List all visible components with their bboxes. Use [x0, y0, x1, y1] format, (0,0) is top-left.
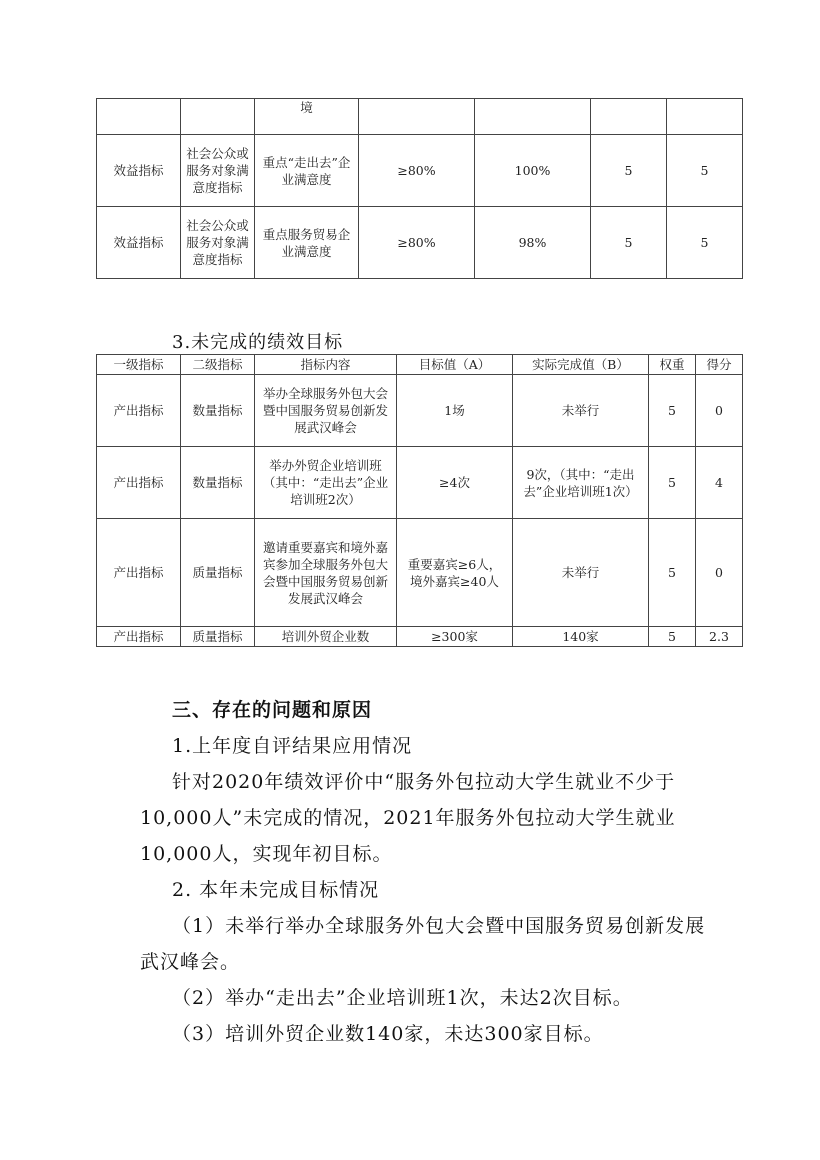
subsection-title: 2. 本年未完成目标情况: [172, 879, 380, 901]
table-cell: 重点服务贸易企业满意度: [255, 207, 359, 279]
table-row: [97, 99, 743, 135]
unfinished-goals-table: [96, 354, 743, 647]
table-cell: 产出指标: [97, 447, 181, 519]
table-row: [97, 207, 743, 279]
table-cell: 培训外贸企业数: [255, 627, 397, 647]
section-heading: 三、存在的问题和原因: [172, 699, 373, 721]
header-cell: 得分: [696, 355, 743, 375]
table-cell: 5: [649, 447, 696, 519]
table-cell: 0: [696, 519, 743, 627]
table-row: [97, 447, 743, 519]
list-item: （1）未举行举办全球服务外包大会暨中国服务贸易创新发展武汉峰会。: [140, 915, 706, 973]
header-cell: 权重: [649, 355, 696, 375]
list-item: （3）培训外贸企业数140家，未达300家目标。: [172, 1023, 604, 1045]
table-cell: 境: [255, 99, 359, 135]
table-cell: 社会公众或服务对象满意度指标: [181, 135, 255, 207]
table-cell: 效益指标: [97, 207, 181, 279]
table-cell: [591, 99, 667, 135]
table-cell: [475, 99, 591, 135]
table-cell: 5: [591, 207, 667, 279]
table-cell: 4: [696, 447, 743, 519]
header-cell: 二级指标: [181, 355, 255, 375]
table-row: [97, 135, 743, 207]
table-cell: 9次，（其中：“走出去”企业培训班1次）: [513, 447, 649, 519]
table-cell: 重点“走出去”企业满意度: [255, 135, 359, 207]
table-cell: 0: [696, 375, 743, 447]
table-cell: 5: [649, 375, 696, 447]
table-cell: 100%: [475, 135, 591, 207]
table-cell: ≥80%: [359, 207, 475, 279]
table-cell: 5: [649, 627, 696, 647]
table-cell: 5: [667, 135, 743, 207]
header-cell: 一级指标: [97, 355, 181, 375]
table-cell: 5: [649, 519, 696, 627]
table-cell: 5: [591, 135, 667, 207]
table-row: [97, 375, 743, 447]
table-cell: 98%: [475, 207, 591, 279]
table-cell: 5: [667, 207, 743, 279]
table-row: [97, 519, 743, 627]
table-cell: ≥80%: [359, 135, 475, 207]
table-cell: 质量指标: [181, 519, 255, 627]
table-cell: 质量指标: [181, 627, 255, 647]
table-cell: 数量指标: [181, 447, 255, 519]
table-cell: 产出指标: [97, 627, 181, 647]
table-cell: 重要嘉宾≥6人，境外嘉宾≥40人: [397, 519, 513, 627]
table-cell: [181, 99, 255, 135]
list-item: （2）举办“走出去”企业培训班1次，未达2次目标。: [172, 987, 633, 1009]
table-cell: [97, 99, 181, 135]
table-cell: 1场: [397, 375, 513, 447]
paragraph: 针对2020年绩效评价中“服务外包拉动大学生就业不少于10,000人”未完成的情况，2021年服务外包拉动大学生就业10,000人，实现年初目标。: [140, 771, 676, 865]
table-cell: 产出指标: [97, 375, 181, 447]
table-cell: ≥4次: [397, 447, 513, 519]
table-cell: 2.3: [696, 627, 743, 647]
header-cell: 指标内容: [255, 355, 397, 375]
table-cell: 产出指标: [97, 519, 181, 627]
table-cell: 未举行: [513, 519, 649, 627]
table-cell: 举办全球服务外包大会暨中国服务贸易创新发展武汉峰会: [255, 375, 397, 447]
performance-table-continued: [96, 98, 743, 279]
table-cell: ≥300家: [397, 627, 513, 647]
table-cell: 邀请重要嘉宾和境外嘉宾参加全球服务外包大会暨中国服务贸易创新发展武汉峰会: [255, 519, 397, 627]
table-cell: 数量指标: [181, 375, 255, 447]
table-cell: 社会公众或服务对象满意度指标: [181, 207, 255, 279]
table-header-row: [97, 355, 743, 375]
section-title-unfinished-goals: 3.未完成的绩效目标: [172, 332, 344, 353]
table-row: [97, 627, 743, 647]
table-cell: 举办外贸企业培训班（其中：“走出去”企业培训班2次）: [255, 447, 397, 519]
header-cell: 目标值（A）: [397, 355, 513, 375]
table-cell: 140家: [513, 627, 649, 647]
table-cell: 未举行: [513, 375, 649, 447]
table-cell: [667, 99, 743, 135]
problems-section: [140, 692, 710, 1052]
table-cell: 效益指标: [97, 135, 181, 207]
subsection-title: 1.上年度自评结果应用情况: [172, 735, 413, 757]
table-cell: [359, 99, 475, 135]
header-cell: 实际完成值（B）: [513, 355, 649, 375]
